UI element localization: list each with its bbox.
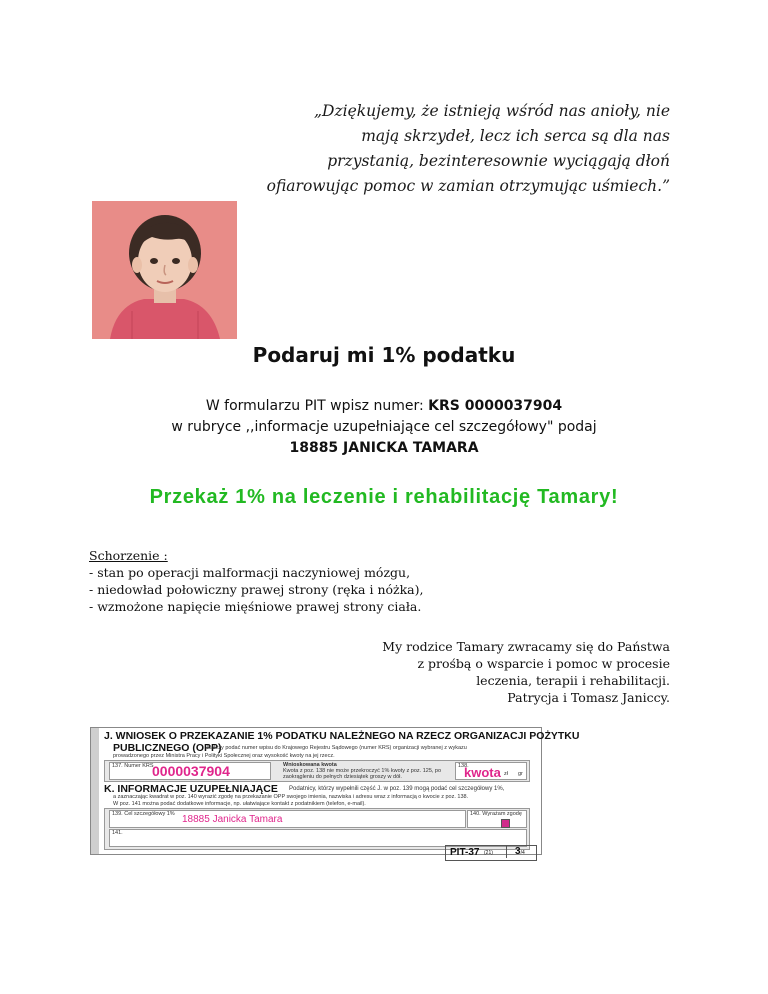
appeal-title: Przekaż 1% na leczenie i rehabilitację Tamary! <box>149 486 619 508</box>
amount-note: Kwota z poz. 138 nie może przekroczyć 1% kwoty z poz. 125, po <box>283 768 442 774</box>
pit-footer <box>445 845 537 861</box>
section-j-note-2: prowadzonego przez Ministra Pracy i Polityki Społecznej oraz wysokość kwoty na jej rzecz. <box>113 753 335 759</box>
quote-line: „Dziękujemy, że istnieją wśród nas anioły, nie <box>314 102 670 120</box>
parents-line: My rodzice Tamary zwracamy się do Państwa <box>382 639 670 654</box>
field-137[interactable] <box>109 762 271 780</box>
field-140[interactable] <box>467 810 527 828</box>
child-photo <box>92 201 237 339</box>
instructions-line-1 <box>0 396 768 417</box>
headline: Podaruj mi 1% podatku <box>252 343 516 367</box>
goal-code: 18885 JANICKA TAMARA <box>289 440 479 456</box>
quote <box>240 99 670 199</box>
instructions <box>0 396 768 459</box>
section-j-fields <box>104 760 530 782</box>
parents-line: z prośbą o wsparcie i pomoc w procesie <box>417 656 670 671</box>
amount-label: Wnioskowana kwota <box>283 762 337 768</box>
consent-checkbox[interactable] <box>501 819 510 828</box>
condition-list <box>89 547 424 615</box>
instructions-line-3 <box>0 438 768 459</box>
form-margin-stripe <box>91 728 99 854</box>
parents-line: Patrycja i Tomasz Janiccy. <box>507 690 670 705</box>
field-139-label: 139. Cel szczegółowy 1% <box>112 811 175 817</box>
parents-line: leczenia, terapii i rehabilitacji. <box>476 673 670 688</box>
page-of: /4 <box>520 850 525 856</box>
pit-label: PIT-37 <box>450 847 480 858</box>
amount-gr: gr <box>518 771 523 777</box>
krs-value: 0000037904 <box>152 763 230 779</box>
quote-line: ofiarowując pomoc w zamian otrzymując uśmiech.” <box>266 177 670 195</box>
field-137-label: 137. Numer KRS <box>112 763 154 769</box>
amount-value: kwota <box>464 765 501 780</box>
field-141-label: 141. <box>112 830 123 836</box>
section-k-note-1: Podatnicy, którzy wypełnili część J. w poz. 139 mogą podać cel szczegółowy 1%, <box>289 786 505 792</box>
goal-value: 18885 Janicka Tamara <box>182 814 283 825</box>
instructions-line-2: w rubryce ,,informacje uzupełniające cel szczegółowy" podaj <box>171 419 597 435</box>
section-k-note-2: a zaznaczając kwadrat w poz. 140 wyrazić zgodę na przekazanie OPP swojego imienia, nazwiska i adresu wraz z informacją o kwocie z poz. 138. <box>113 794 469 800</box>
field-138-label: 138. <box>458 763 469 769</box>
section-k-note-3: W poz. 141 można podać dodatkowe informacje, np. ułatwiające kontakt z podatnikiem (telefon, e-mail). <box>113 801 366 807</box>
krs-number: KRS 0000037904 <box>428 398 563 414</box>
quote-line: mają skrzydeł, lecz ich serca są dla nas <box>361 127 670 145</box>
page-label: 3 <box>515 846 521 857</box>
condition-heading: Schorzenie : <box>89 548 168 563</box>
field-138[interactable] <box>455 762 527 780</box>
amount-note-2: zaokrągleniu do pełnych dziesiątek groszy w dół. <box>283 774 402 780</box>
section-k-fields <box>104 808 530 850</box>
pit-form-excerpt <box>90 727 580 855</box>
field-140-label: 140. Wyrażam zgodę <box>470 811 522 817</box>
condition-item: - wzmożone napięcie mięśniowe prawej strony ciała. <box>89 599 422 614</box>
section-k-title: K. INFORMACJE UZUPEŁNIAJĄCE <box>104 783 278 795</box>
amount-suffix: zł <box>504 771 508 777</box>
condition-item: - stan po operacji malformacji naczyniowej mózgu, <box>89 565 411 580</box>
page-number <box>506 846 525 858</box>
instructions-prefix: W formularzu PIT wpisz numer: <box>205 398 429 414</box>
section-j-note: Należy podać numer wpisu do Krajowego Rejestru Sądowego (numer KRS) organizacji wybranej z wykazu <box>207 745 467 751</box>
condition-item: - niedowład połowiczny prawej strony (ręka i nóżka), <box>89 582 424 597</box>
field-139[interactable] <box>109 810 466 828</box>
section-j-title: J. WNIOSEK O PRZEKAZANIE 1% PODATKU NALEŻNEGO NA RZECZ ORGANIZACJI POŻYTKU <box>104 730 580 742</box>
section-j-title-2: PUBLICZNEGO (OPP) <box>113 742 222 754</box>
pit-version: (21) <box>484 850 493 856</box>
quote-line: przystanią, bezinteresownie wyciągają dłoń <box>327 152 670 170</box>
parents-note <box>382 638 670 706</box>
